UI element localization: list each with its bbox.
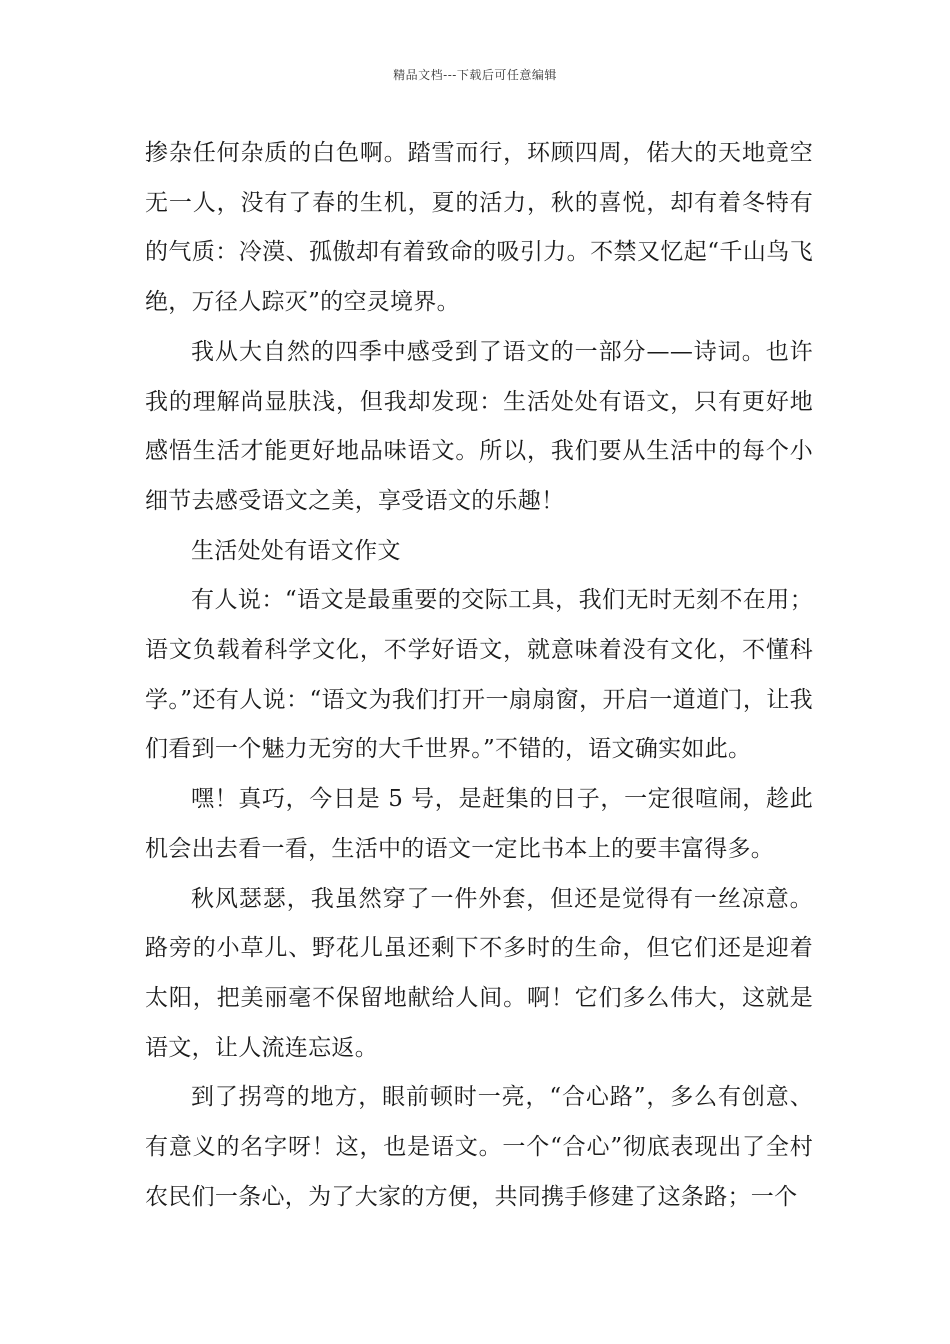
essay-title: 生活处处有语文作文 (191, 537, 401, 564)
paragraph-continuation: 掺杂任何杂质的白色啊。踏雪而行，环顾四周，偌大的天地竟空无一人，没有了春的生机，夏的活力，秋的喜悦，却有着冬特有的气质：冷漠、孤傲却有着致命的吸引力。不禁又忆起“千山鸟飞绝，万径人踪灭”的空灵境界。 (145, 140, 813, 316)
paragraph-market-day: 嘿！真巧，今日是 5 号，是赶集的日子，一定很喧闹，趁此机会出去看一看，生活中的语文一定比书本上的要丰富得多。 (145, 786, 813, 862)
paragraph-autumn-wind: 秋风瑟瑟，我虽然穿了一件外套，但还是觉得有一丝凉意。路旁的小草儿、野花儿虽还剩下不多时的生命，但它们还是迎着太阳，把美丽毫不保留地献给人间。啊！它们多么伟大，这就是语文，让人流连忘返。 (145, 885, 813, 1061)
paragraph-poetry-reflection: 我从大自然的四季中感受到了语文的一部分——诗词。也许我的理解尚显肤浅，但我却发现：生活处处有语文，只有更好地感悟生活才能更好地品味语文。所以，我们要从生活中的每个小细节去感受语文之美，享受语文的乐趣！ (145, 338, 813, 514)
page-header: 精品文档---下载后可任意编辑 (393, 68, 557, 82)
paragraph-quotes: 有人说：“语文是最重要的交际工具，我们无时无刻不在用；语文负载着科学文化，不学好语文，就意味着没有文化，不懂科学。”还有人说：“语文为我们打开一扇扇窗，开启一道道门，让我们看到一个魅力无穷的大千世界。”不错的，语文确实如此。 (145, 587, 813, 763)
paragraph-hexin-road: 到了拐弯的地方，眼前顿时一亮，“合心路”，多么有创意、有意义的名字呀！这，也是语文。一个“合心”彻底表现出了全村农民们一条心，为了大家的方便，共同携手修建了这条路；一个 (145, 1084, 813, 1210)
document-body (145, 129, 813, 1222)
